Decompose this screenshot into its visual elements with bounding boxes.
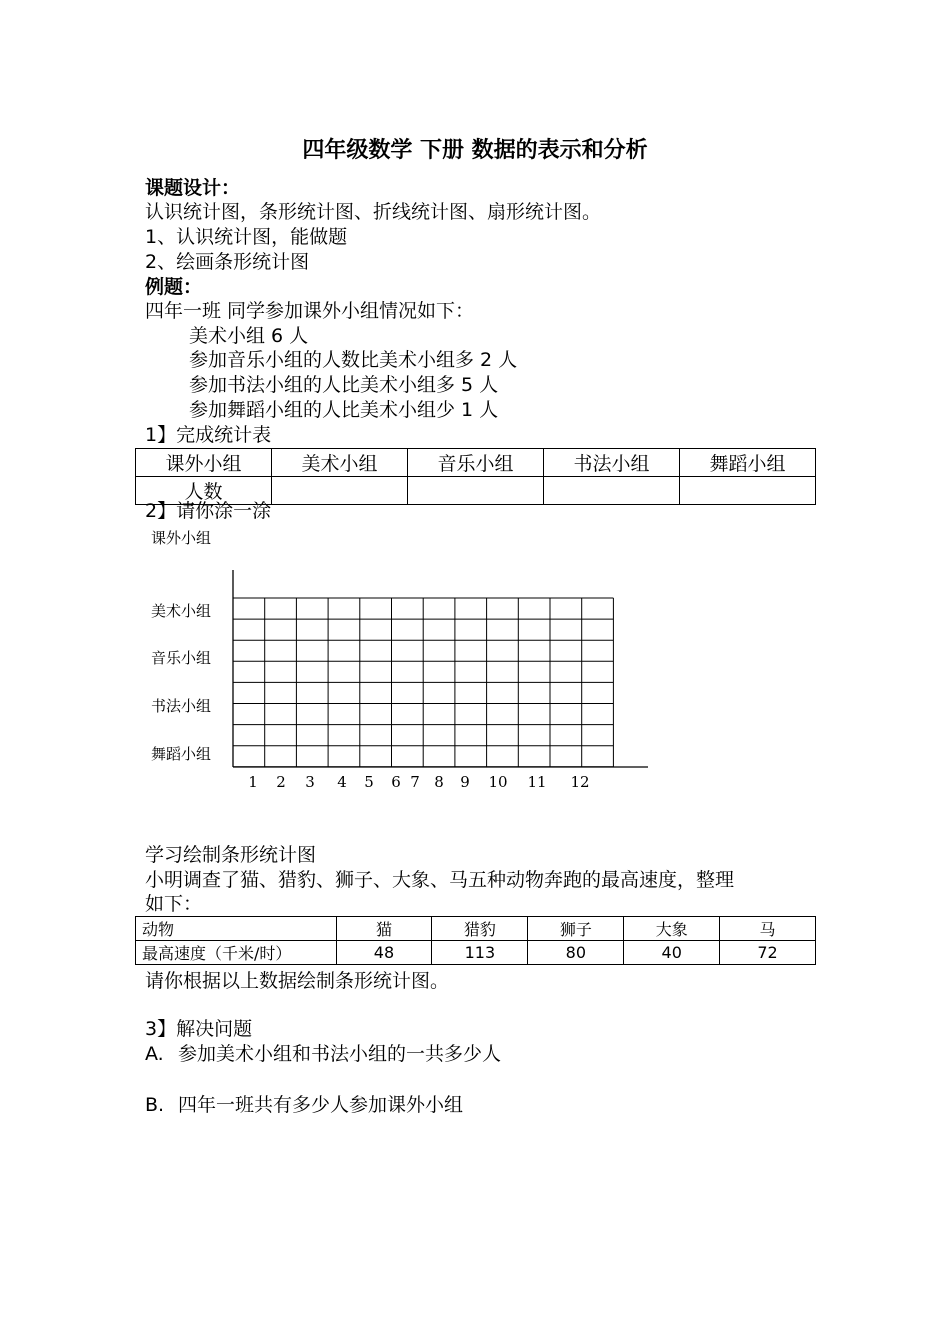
x-tick-label: 1 — [248, 773, 258, 791]
example-heading: 例题： — [145, 276, 203, 298]
y-axis-title: 课外小组 — [151, 529, 212, 547]
x-tick-label: 12 — [570, 773, 590, 791]
table-cell: 80 — [528, 941, 624, 965]
example-fact: 参加音乐小组的人数比美术小组多 2 人 — [189, 349, 518, 371]
example-intro: 四年一班 同学参加课外小组情况如下： — [145, 300, 475, 322]
table-header: 猫 — [336, 917, 432, 941]
example-fact: 参加舞蹈小组的人比美术小组少 1 人 — [189, 399, 499, 421]
task1-heading: 1】完成统计表 — [145, 424, 272, 446]
task2-heading: 2】请你涂一涂 — [145, 500, 272, 522]
example-fact: 美术小组 6 人 — [189, 325, 309, 347]
design-line: 1、认识统计图，能做题 — [145, 226, 348, 248]
draw-instruction: 请你根据以上数据绘制条形统计图。 — [145, 970, 450, 992]
animal-speed-table — [135, 916, 816, 965]
survey-text: 如下： — [145, 893, 203, 915]
table-cell — [544, 477, 680, 505]
x-tick-label: 8 — [434, 773, 444, 791]
x-tick-label: 6 — [391, 773, 401, 791]
design-line: 认识统计图，条形统计图、折线统计图、扇形统计图。 — [145, 201, 602, 223]
category-label: 书法小组 — [151, 697, 212, 715]
x-tick-label: 9 — [460, 773, 470, 791]
table-header: 马 — [720, 917, 816, 941]
table-row — [136, 449, 816, 477]
table-cell — [680, 477, 816, 505]
x-tick-label: 2 — [276, 773, 286, 791]
question-text: 四年一班共有多少人参加课外小组 — [178, 1094, 464, 1116]
table-cell: 72 — [720, 941, 816, 965]
design-heading: 课题设计： — [145, 177, 241, 199]
survey-text: 小明调查了猫、猎豹、狮子、大象、马五种动物奔跑的最高速度，整理 — [145, 869, 735, 891]
category-label: 美术小组 — [151, 602, 212, 620]
page-title: 四年级数学 下册 数据的表示和分析 — [302, 138, 648, 163]
x-tick-label: 4 — [337, 773, 347, 791]
learn-heading: 学习绘制条形统计图 — [145, 844, 317, 866]
question-text: 参加美术小组和书法小组的一共多少人 — [178, 1043, 502, 1065]
category-label: 舞蹈小组 — [151, 745, 212, 763]
x-tick-label: 3 — [305, 773, 315, 791]
table-row — [136, 917, 816, 941]
grid — [233, 598, 613, 767]
question-marker: B. — [145, 1094, 165, 1116]
row-label: 人数 — [136, 477, 272, 505]
question-marker: A. — [145, 1043, 164, 1065]
table-cell — [408, 477, 544, 505]
table-header: 狮子 — [528, 917, 624, 941]
x-tick-label: 5 — [364, 773, 374, 791]
bar-chart-grid — [140, 520, 660, 800]
table-header: 猎豹 — [432, 917, 528, 941]
table-row — [136, 941, 816, 965]
table-header: 美术小组 — [272, 449, 408, 477]
table-header: 大象 — [624, 917, 720, 941]
table-cell: 113 — [432, 941, 528, 965]
x-tick-label: 7 — [410, 773, 420, 791]
design-line: 2、绘画条形统计图 — [145, 251, 310, 273]
table-cell: 48 — [336, 941, 432, 965]
task3-heading: 3】解决问题 — [145, 1018, 253, 1040]
example-fact: 参加书法小组的人比美术小组多 5 人 — [189, 374, 499, 396]
table-header: 音乐小组 — [408, 449, 544, 477]
table-cell — [272, 477, 408, 505]
x-tick-label: 11 — [527, 773, 547, 791]
group-count-table — [135, 448, 816, 505]
table-cell: 40 — [624, 941, 720, 965]
row-label: 最高速度（千米/时） — [136, 941, 337, 965]
table-header: 动物 — [136, 917, 337, 941]
x-tick-label: 10 — [488, 773, 508, 791]
table-header: 舞蹈小组 — [680, 449, 816, 477]
table-header: 课外小组 — [136, 449, 272, 477]
table-header: 书法小组 — [544, 449, 680, 477]
category-label: 音乐小组 — [151, 649, 212, 667]
